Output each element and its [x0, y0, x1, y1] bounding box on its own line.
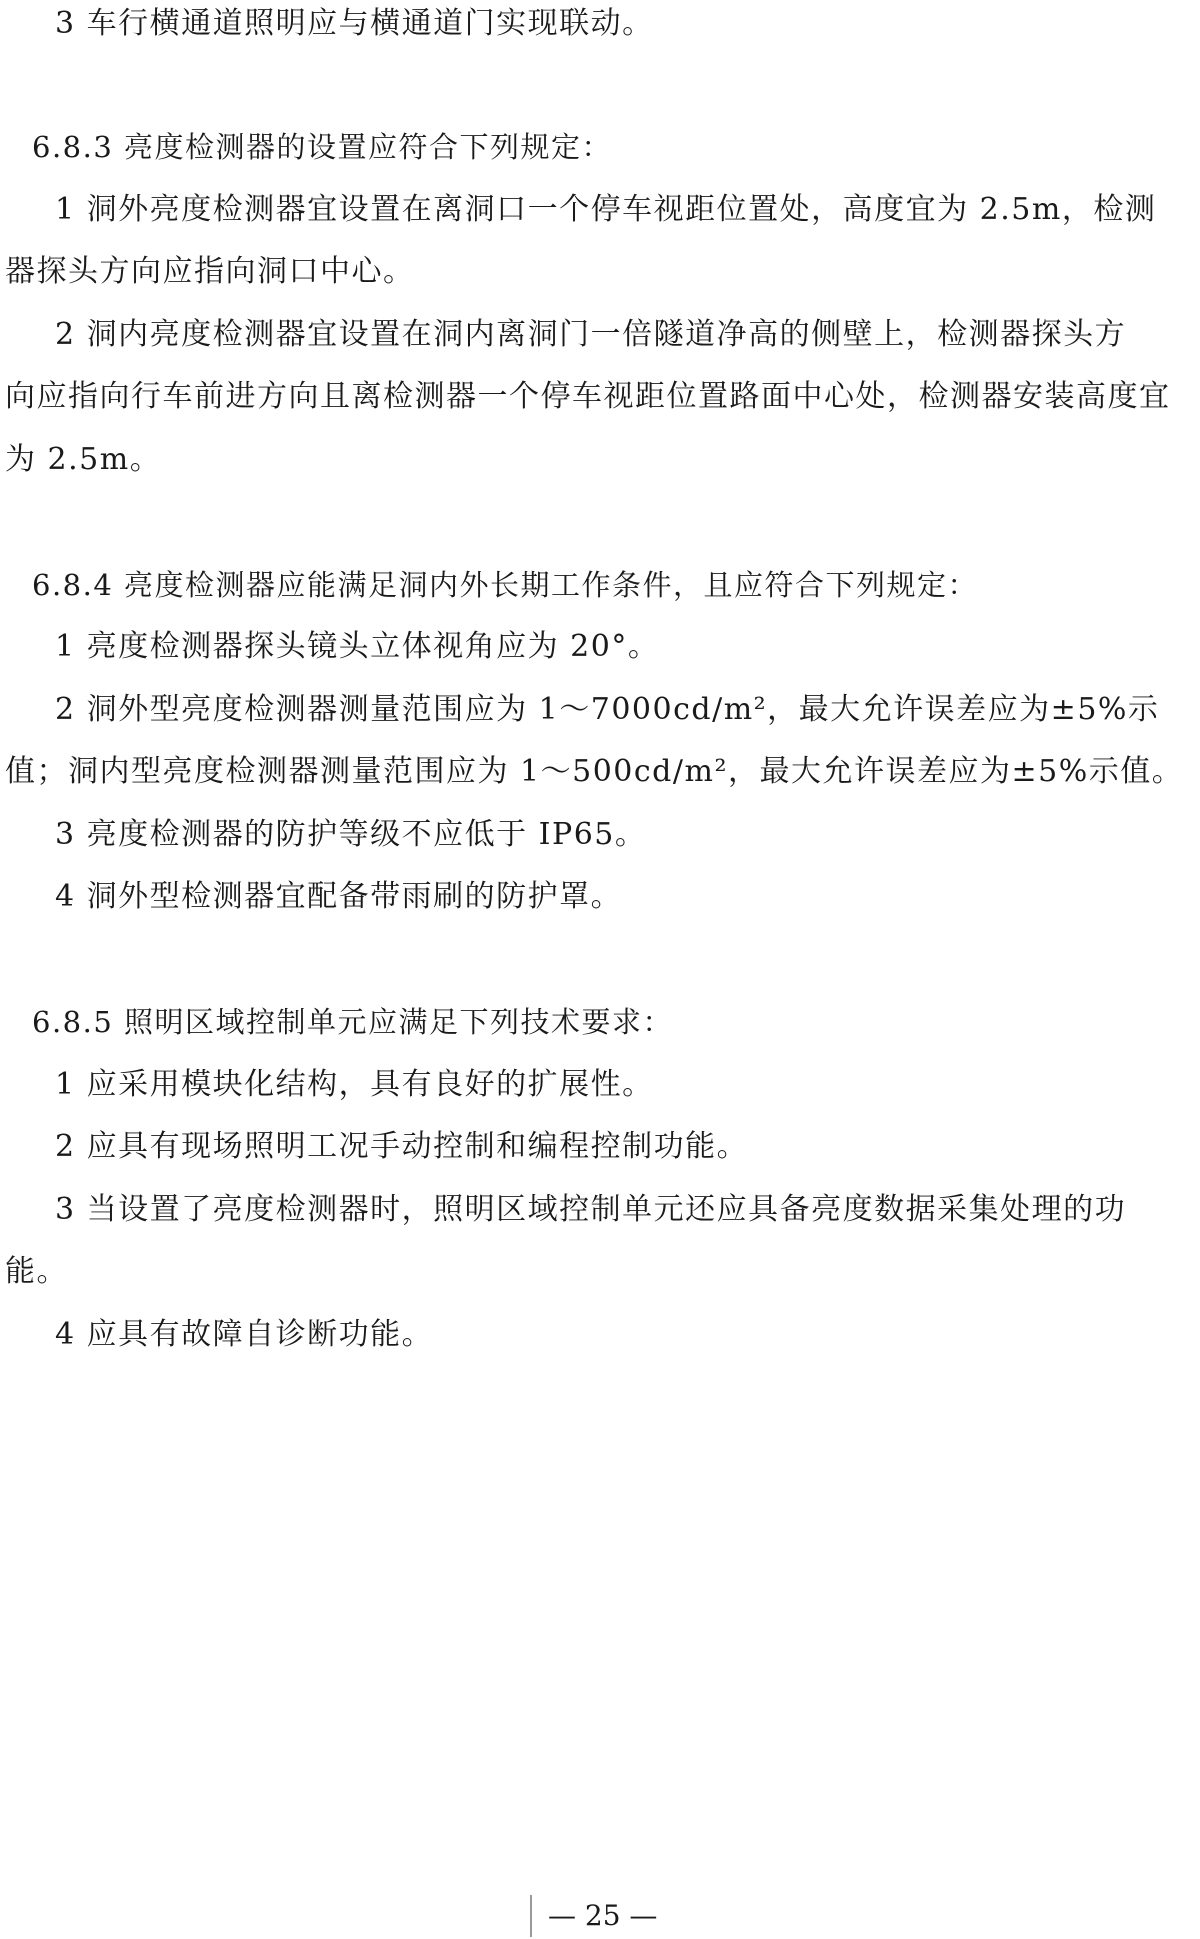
- paragraph-line: 能。: [5, 1254, 68, 1289]
- section-heading: 6.8.4 亮度检测器应能满足洞内外长期工作条件，且应符合下列规定：: [32, 568, 979, 602]
- paragraph-line: 4 洞外型检测器宜配备带雨刷的防护罩。: [55, 879, 623, 914]
- section-heading: 6.8.5 照明区域控制单元应满足下列技术要求：: [32, 1005, 674, 1039]
- paragraph-line: 2 洞外型亮度检测器测量范围应为 1～7000cd/m²，最大允许误差应为±5%示: [55, 692, 1160, 727]
- paragraph-line: 3 当设置了亮度检测器时，照明区域控制单元还应具备亮度数据采集处理的功: [55, 1192, 1127, 1227]
- paragraph-line: 3 亮度检测器的防护等级不应低于 IP65。: [55, 817, 647, 852]
- paragraph-line: 2 洞内亮度检测器宜设置在洞内离洞门一倍隧道净高的侧壁上，检测器探头方: [55, 317, 1127, 352]
- paragraph-line: 器探头方向应指向洞口中心。: [5, 254, 415, 289]
- paragraph-line: 向应指向行车前进方向且离检测器一个停车视距位置路面中心处，检测器安装高度宜: [5, 379, 1171, 414]
- paragraph-line: 1 应采用模块化结构，具有良好的扩展性。: [55, 1067, 654, 1102]
- page-number: — 25 —: [548, 1899, 658, 1932]
- paragraph-line: 4 应具有故障自诊断功能。: [55, 1317, 434, 1352]
- paragraph-line: 2 应具有现场照明工况手动控制和编程控制功能。: [55, 1129, 749, 1164]
- paragraph-line: 值；洞内型亮度检测器测量范围应为 1～500cd/m²，最大允许误差应为±5%示值。: [5, 754, 1184, 789]
- section-heading: 6.8.3 亮度检测器的设置应符合下列规定：: [32, 130, 613, 164]
- paragraph-line: 1 亮度检测器探头镜头立体视角应为 20°。: [55, 629, 660, 664]
- paragraph-line: 为 2.5m。: [5, 442, 162, 477]
- paragraph-line: 1 洞外亮度检测器宜设置在离洞口一个停车视距位置处，高度宜为 2.5m，检测: [55, 192, 1157, 227]
- paragraph-line: 3 车行横通道照明应与横通道门实现联动。: [55, 6, 654, 41]
- page-divider: [530, 1895, 532, 1937]
